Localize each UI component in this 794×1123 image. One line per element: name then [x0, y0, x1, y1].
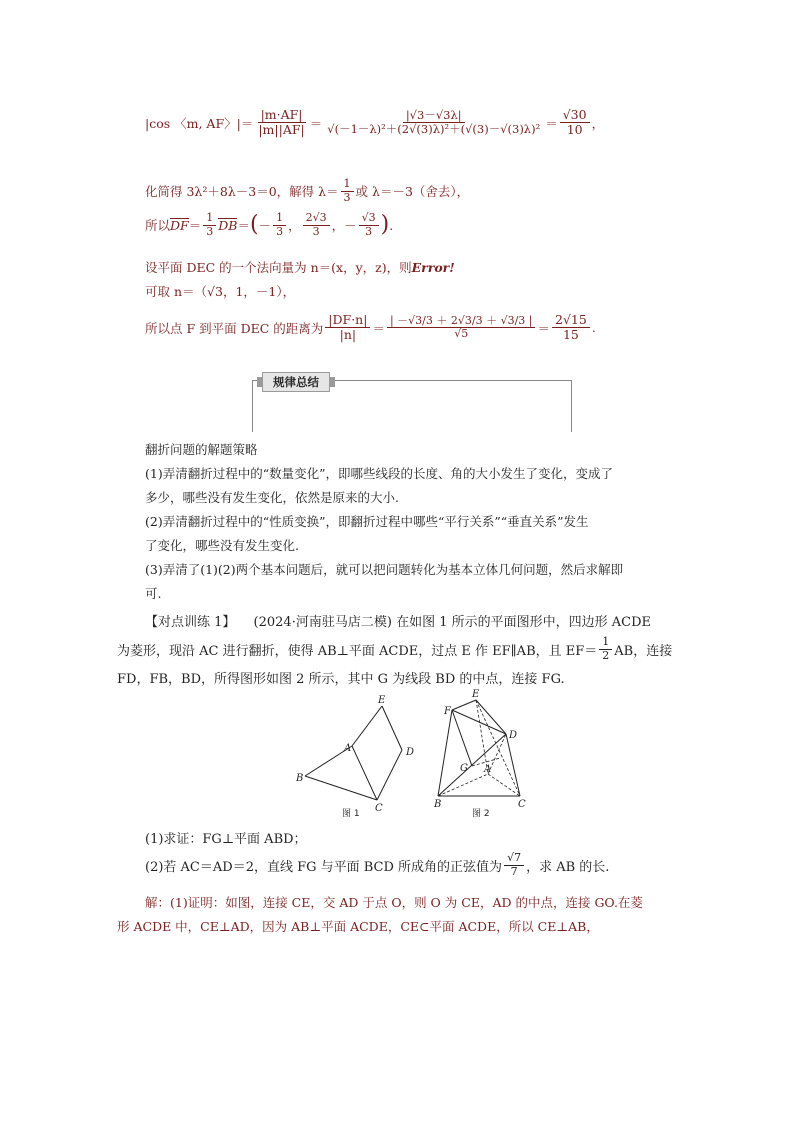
normal-vector-line: [145, 258, 455, 276]
answer-line-2: 形 ACDE 中，CE⊥AD，因为 AB⊥平面 ACDE，CE⊂平面 ACDE，所以 CE⊥AB，: [117, 919, 599, 934]
solve-lambda-line: [145, 178, 469, 204]
strategy-p3-cont: 可.: [145, 586, 162, 601]
exercise-text: 在如图 1 所示的平面图形中，四边形 ACDE: [396, 615, 651, 630]
label-a: A: [344, 743, 352, 754]
text: 化简得 3λ²＋8λ－3＝0，解得 λ＝: [145, 184, 339, 200]
denominator: 3: [312, 224, 320, 238]
numerator: 2√15: [552, 313, 590, 328]
text: ，求 AB 的长.: [526, 859, 610, 875]
denominator: √5: [454, 327, 469, 341]
edge-ac: [352, 746, 377, 800]
result-fraction: [560, 108, 590, 138]
numerator: 1: [273, 212, 286, 226]
box-left-border: [252, 380, 253, 432]
vector-df: DF: [170, 217, 189, 233]
cos-denominator: |m||AF|: [258, 122, 305, 138]
cos-prefix: |cos 〈m, AF〉|＝: [145, 115, 254, 131]
denominator: 15: [562, 327, 579, 343]
numerator: √3: [359, 212, 379, 226]
text: 可取 n＝（√3，1，－1），: [145, 284, 296, 299]
cos-fraction: [255, 108, 307, 138]
exercise-line-3: FD，FB，BD，所得图形如图 2 所示，其中 G 为线段 BD 的中点，连接 FG.: [117, 672, 565, 687]
minus: －: [258, 218, 272, 234]
coord-3: [359, 212, 379, 238]
df-vector-line: [145, 212, 393, 238]
numerator: 1: [203, 212, 216, 226]
label-f: F: [444, 706, 451, 717]
edge-ba-hidden: [438, 774, 488, 796]
edge-dc: [377, 750, 402, 800]
text: AB，连接: [614, 643, 673, 659]
label-b: B: [296, 773, 304, 784]
answer-line-1: 解：(1)证明：如图，连接 CE，交 AD 于点 O，则 O 为 CE，AD 的中点，连接 GO.在菱: [145, 895, 643, 910]
comma: ，: [331, 218, 345, 234]
right-paren: ): [380, 212, 390, 238]
strategy-p3: (3)弄清了(1)(2)两个基本问题后，就可以把问题转化为基本立体几何问题，然后求解即: [145, 562, 624, 577]
strategy-p2: (2)弄清翻折过程中的“性质变换”，即翻折过程中哪些“平行关系”“垂直关系”发生: [145, 514, 589, 529]
text: (2)若 AC＝AD＝2，直线 FG 与平面 BCD 所成角的正弦值为: [145, 859, 503, 875]
equals-sign: ＝: [309, 115, 323, 131]
left-paren: (: [249, 212, 259, 238]
strategy-p1-cont: 多少，哪些没有发生变化，依然是原来的大小.: [145, 490, 399, 505]
fraction: [504, 852, 524, 878]
coord-1: [273, 212, 286, 238]
label-b: B: [434, 799, 442, 810]
fraction: [599, 636, 612, 662]
numerator: |DF·n|: [325, 313, 370, 328]
strategy-p2-cont: 了变化，哪些没有发生变化.: [145, 538, 299, 553]
comma: ，: [288, 218, 301, 234]
text: 或 λ＝－3（舍去），: [355, 184, 470, 200]
exercise-source: (2024·河南驻马店二模): [253, 615, 392, 630]
equals-sign: ＝: [237, 218, 250, 234]
label-e: E: [378, 695, 386, 706]
box-right-border: [571, 380, 572, 432]
text: 为菱形，现沿 AC 进行翻折，使得 AB⊥平面 ACDE，过点 E 作 EF∥AB，且 EF＝: [117, 643, 598, 659]
result-denominator: 10: [566, 122, 583, 138]
distance-fraction: [325, 313, 370, 343]
label-d: D: [406, 747, 415, 758]
denominator: 2: [602, 648, 610, 662]
denominator: 3: [206, 224, 214, 238]
fraction: [203, 212, 216, 238]
denominator: 7: [510, 864, 518, 878]
numerator: √7: [504, 852, 524, 866]
edge-ac-hidden: [488, 774, 520, 796]
denominator: 3: [276, 224, 284, 238]
denominator: 3: [343, 190, 351, 204]
edge-bc: [305, 776, 377, 800]
denominator: |n|: [339, 327, 357, 343]
cos-formula-line: [145, 108, 604, 138]
big-abs-fraction: [387, 315, 536, 341]
period: .: [389, 217, 394, 233]
choose-n-line: [145, 282, 295, 300]
edge-ec-hidden: [476, 700, 520, 796]
edge-ed: [476, 700, 506, 734]
period: .: [591, 320, 596, 336]
comma: ，: [591, 115, 605, 131]
numerator: 1: [599, 636, 612, 650]
edge-dc: [506, 734, 520, 796]
edge-ed: [382, 706, 402, 750]
numerator: 2√3: [303, 212, 330, 226]
numerator: | －√3/3 ＋ 2√3/3 ＋ √3/3 |: [387, 315, 536, 329]
label-c: C: [375, 803, 383, 814]
summary-box: [252, 372, 572, 432]
label-c: C: [518, 799, 526, 810]
fig1-caption: 图 1: [342, 809, 360, 819]
exercise-line-1: [145, 611, 651, 630]
text: 所以: [145, 218, 171, 234]
label-e: E: [472, 689, 480, 700]
error-text: Error!: [411, 260, 455, 275]
summary-tag: 规律总结: [262, 372, 330, 392]
edge-fg: [452, 710, 472, 766]
result-numerator: √30: [560, 108, 590, 123]
label-g: G: [460, 763, 468, 774]
coord-2: [303, 212, 330, 238]
strategy-title: 翻折问题的解题策略: [145, 442, 258, 457]
big-numerator: |√3－√3λ|: [403, 109, 465, 123]
equals-sign: ＝: [537, 320, 550, 336]
equals-sign: ＝: [545, 115, 558, 131]
big-fraction: [324, 109, 543, 136]
minus: －: [344, 218, 357, 234]
fraction: [341, 178, 354, 204]
text: 设平面 DEC 的一个法向量为 n＝(x，y，z)，则: [145, 260, 412, 275]
numerator: 1: [341, 178, 354, 192]
question-1: (1)求证：FG⊥平面 ABD；: [145, 832, 307, 847]
denominator: 3: [365, 224, 373, 238]
distance-line: [145, 313, 596, 343]
exercise-line-2: [117, 636, 672, 662]
label-d: D: [509, 730, 518, 741]
label-a: A: [484, 764, 492, 775]
figure-1: [290, 690, 430, 820]
big-denominator: √(－1－λ)²＋(2√(3)λ)²＋(√(3)－√(3)λ)²: [327, 122, 541, 137]
edge-ae: [352, 706, 382, 746]
cos-numerator: |m·AF|: [258, 108, 306, 123]
fig2-caption: 图 2: [472, 809, 490, 819]
question-2: [145, 852, 609, 878]
equals-sign: ＝: [188, 218, 202, 234]
edge-bf: [438, 710, 452, 796]
edge-fd: [452, 710, 506, 734]
edge-fe: [452, 700, 476, 710]
final-fraction: [552, 313, 590, 343]
vector-db: DB: [218, 217, 238, 233]
strategy-p1: (1)弄清翻折过程中的“数量变化”，即哪些线段的长度、角的大小发生了变化，变成了: [145, 466, 613, 481]
figure-2: [430, 686, 540, 820]
exercise-tag: 【对点训练 1】: [145, 615, 236, 630]
equals-sign: ＝: [372, 320, 385, 336]
text: 所以点 F 到平面 DEC 的距离为: [145, 320, 324, 336]
